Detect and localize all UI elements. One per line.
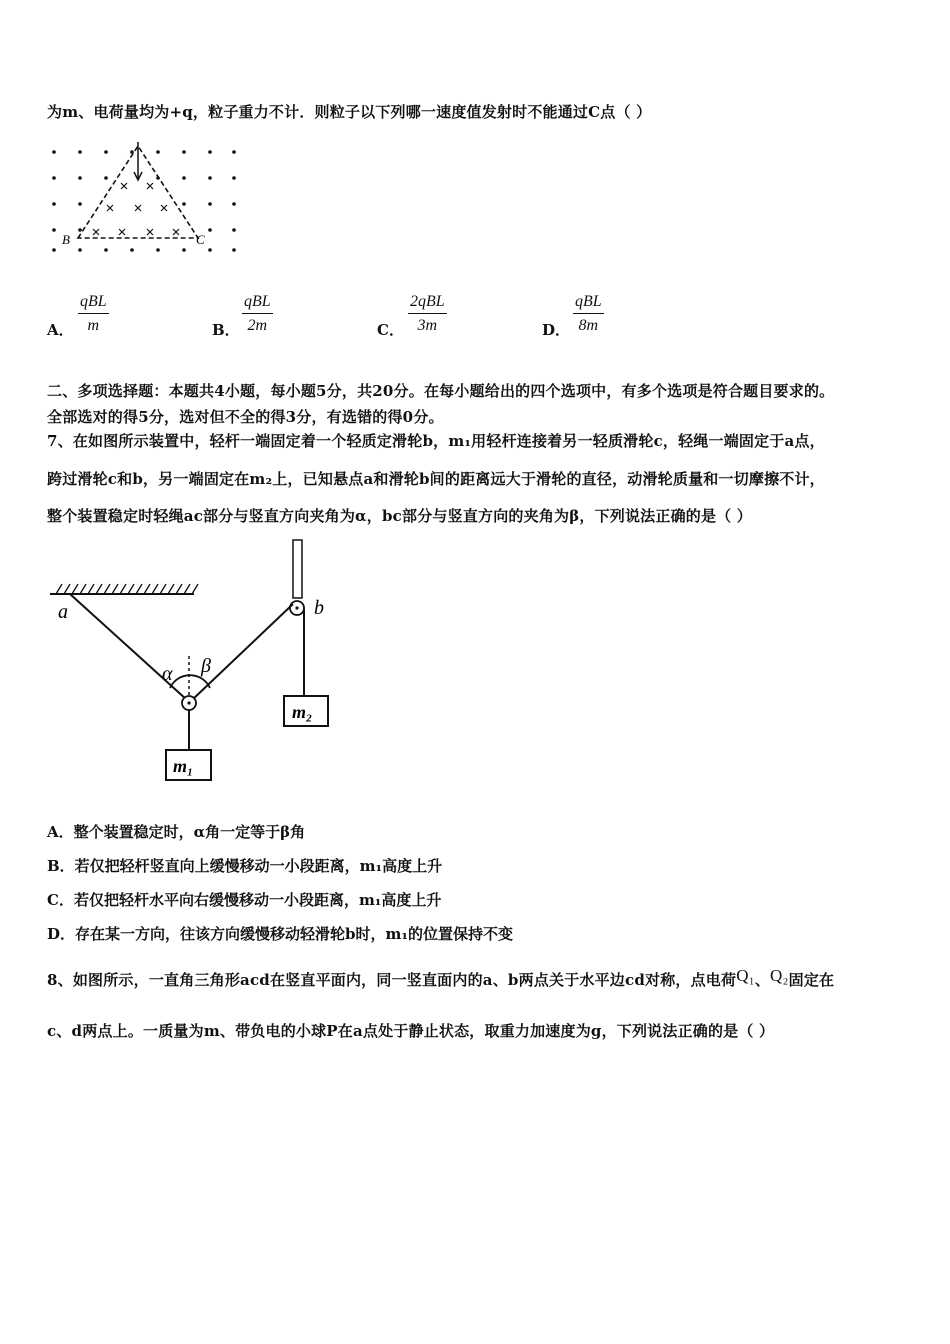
q7-stem-line2: 跨过滑轮c和b，另一端固定在m₂上，已知悬点a和滑轮b间的距离远大于滑轮的直径，动滑轮质量和一切摩擦不计， (47, 470, 825, 488)
q8-stem-line1-b: 固定在 (788, 971, 835, 989)
field-dot (182, 248, 186, 252)
field-cross (135, 205, 141, 211)
q6-options (47, 293, 747, 343)
q6-label-b: B (62, 232, 70, 247)
option-fraction (78, 293, 109, 335)
field-cross (147, 183, 153, 189)
option-fraction (242, 293, 273, 335)
fraction-denominator: 2m (247, 317, 268, 334)
ceiling-hatch (56, 584, 62, 594)
field-dot (182, 150, 186, 154)
fraction-denominator: 8m (578, 317, 599, 334)
field-dot (130, 150, 134, 154)
field-cross (93, 229, 99, 235)
field-dot (232, 176, 236, 180)
q7-label-a: a (58, 601, 68, 623)
field-dot (78, 176, 82, 180)
field-dot (156, 150, 160, 154)
q7-choice-c[interactable]: C．若仅把轻杆水平向右缓慢移动一小段距离，m₁高度上升 (47, 891, 442, 909)
ceiling-hatch (104, 584, 110, 594)
q6-field-figure (46, 138, 246, 256)
field-dot (78, 150, 82, 154)
fraction-denominator: m (87, 317, 100, 334)
field-cross (161, 205, 167, 211)
q7-stem-line1: 7、在如图所示装置中，轻杆一端固定着一个轻质定滑轮b，m₁用轻杆连接着另一轻质滑轮c，轻绳一端固定于a点， (47, 432, 825, 450)
q7-label-m1: m₁ (173, 756, 194, 776)
field-dot (52, 228, 56, 232)
field-dot (182, 202, 186, 206)
option-letter: A． (47, 321, 74, 339)
field-dot (78, 202, 82, 206)
ceiling-hatch (152, 584, 158, 594)
q7-stem-line3: 整个装置稳定时轻绳ac部分与竖直方向夹角为α，bc部分与竖直方向的夹角为β，下列说法正确的是（ ） (47, 507, 753, 525)
q7-pulley-figure (44, 538, 344, 788)
field-cross (147, 229, 153, 235)
q7-label-beta: β (201, 655, 211, 677)
field-dot (182, 176, 186, 180)
ceiling-hatch (112, 584, 118, 594)
field-dot (232, 150, 236, 154)
field-cross (173, 229, 179, 235)
field-dot (104, 248, 108, 252)
q8-separator: 、 (754, 971, 771, 989)
field-dot (232, 228, 236, 232)
field-dot (208, 228, 212, 232)
field-cross (107, 205, 113, 211)
q6-stem-tail: 为m、电荷量均为+q，粒子重力不计．则粒子以下列哪一速度值发射时不能通过C点（ ） (47, 103, 652, 121)
ceiling-hatch (168, 584, 174, 594)
ceiling-hatch (128, 584, 134, 594)
field-dot (104, 176, 108, 180)
field-dot (232, 248, 236, 252)
q8-stem-line2: c、d两点上。一质量为m、带负电的小球P在a点处于静止状态，取重力加速度为g，下列说法正确的是（ ） (47, 1022, 775, 1040)
fraction-numerator: qBL (242, 293, 273, 314)
option-letter: B． (212, 321, 240, 339)
fraction-numerator: 2qBL (408, 293, 447, 314)
option-fraction (408, 293, 447, 335)
q8-charge-q1: Q₁ (736, 966, 755, 985)
field-dot (52, 150, 56, 154)
field-dot (78, 248, 82, 252)
q7-choice-b[interactable]: B．若仅把轻杆竖直向上缓慢移动一小段距离，m₁高度上升 (47, 857, 443, 875)
option-letter: D． (542, 321, 571, 339)
field-dot (208, 150, 212, 154)
q6-label-c: C (196, 232, 205, 247)
ceiling-hatch (184, 584, 190, 594)
q8-charge-q2: Q₂ (770, 966, 789, 985)
ceiling-hatch (160, 584, 166, 594)
field-dot (52, 202, 56, 206)
q7-choice-a[interactable]: A．整个装置稳定时，α角一定等于β角 (47, 823, 306, 841)
section2-line2: 全部选对的得5分，选对但不全的得3分，有选错的得0分。 (47, 408, 444, 426)
q7-label-alpha: α (162, 663, 173, 685)
fraction-numerator: qBL (573, 293, 604, 314)
ceiling-hatch (96, 584, 102, 594)
fraction-numerator: qBL (78, 293, 109, 314)
ceiling-hatch (120, 584, 126, 594)
q7-label-b: b (314, 597, 324, 619)
q8-stem-line1 (47, 966, 835, 990)
field-cross (119, 229, 125, 235)
ceiling-hatch (72, 584, 78, 594)
field-dot (130, 248, 134, 252)
fraction-denominator: 3m (417, 317, 438, 334)
field-dot (52, 248, 56, 252)
option-letter: C． (377, 321, 404, 339)
field-dot (208, 176, 212, 180)
field-dot (208, 248, 212, 252)
ceiling-hatch (80, 584, 86, 594)
q7-label-m2: m₂ (292, 702, 313, 722)
ceiling-hatch (176, 584, 182, 594)
field-dot (104, 150, 108, 154)
ceiling-hatch (136, 584, 142, 594)
ceiling-hatch (192, 584, 198, 594)
q8-stem-line1-a: 8、如图所示，一直角三角形acd在竖直平面内，同一竖直面内的a、b两点关于水平边cd对称，点电荷 (47, 971, 737, 989)
q7-choice-d[interactable]: D．存在某一方向，往该方向缓慢移动轻滑轮b时，m₁的位置保持不变 (47, 925, 513, 943)
field-dot (232, 202, 236, 206)
field-dot (78, 228, 82, 232)
field-dot (156, 248, 160, 252)
field-dot (52, 176, 56, 180)
ceiling-hatch (64, 584, 70, 594)
ceiling-hatch (88, 584, 94, 594)
field-dot (208, 202, 212, 206)
option-fraction (573, 293, 604, 335)
section2-line1: 二、多项选择题：本题共4小题，每小题5分，共20分。在每小题给出的四个选项中，有多个选项是符合题目要求的。 (47, 382, 835, 400)
field-cross (121, 183, 127, 189)
ceiling-hatch (144, 584, 150, 594)
